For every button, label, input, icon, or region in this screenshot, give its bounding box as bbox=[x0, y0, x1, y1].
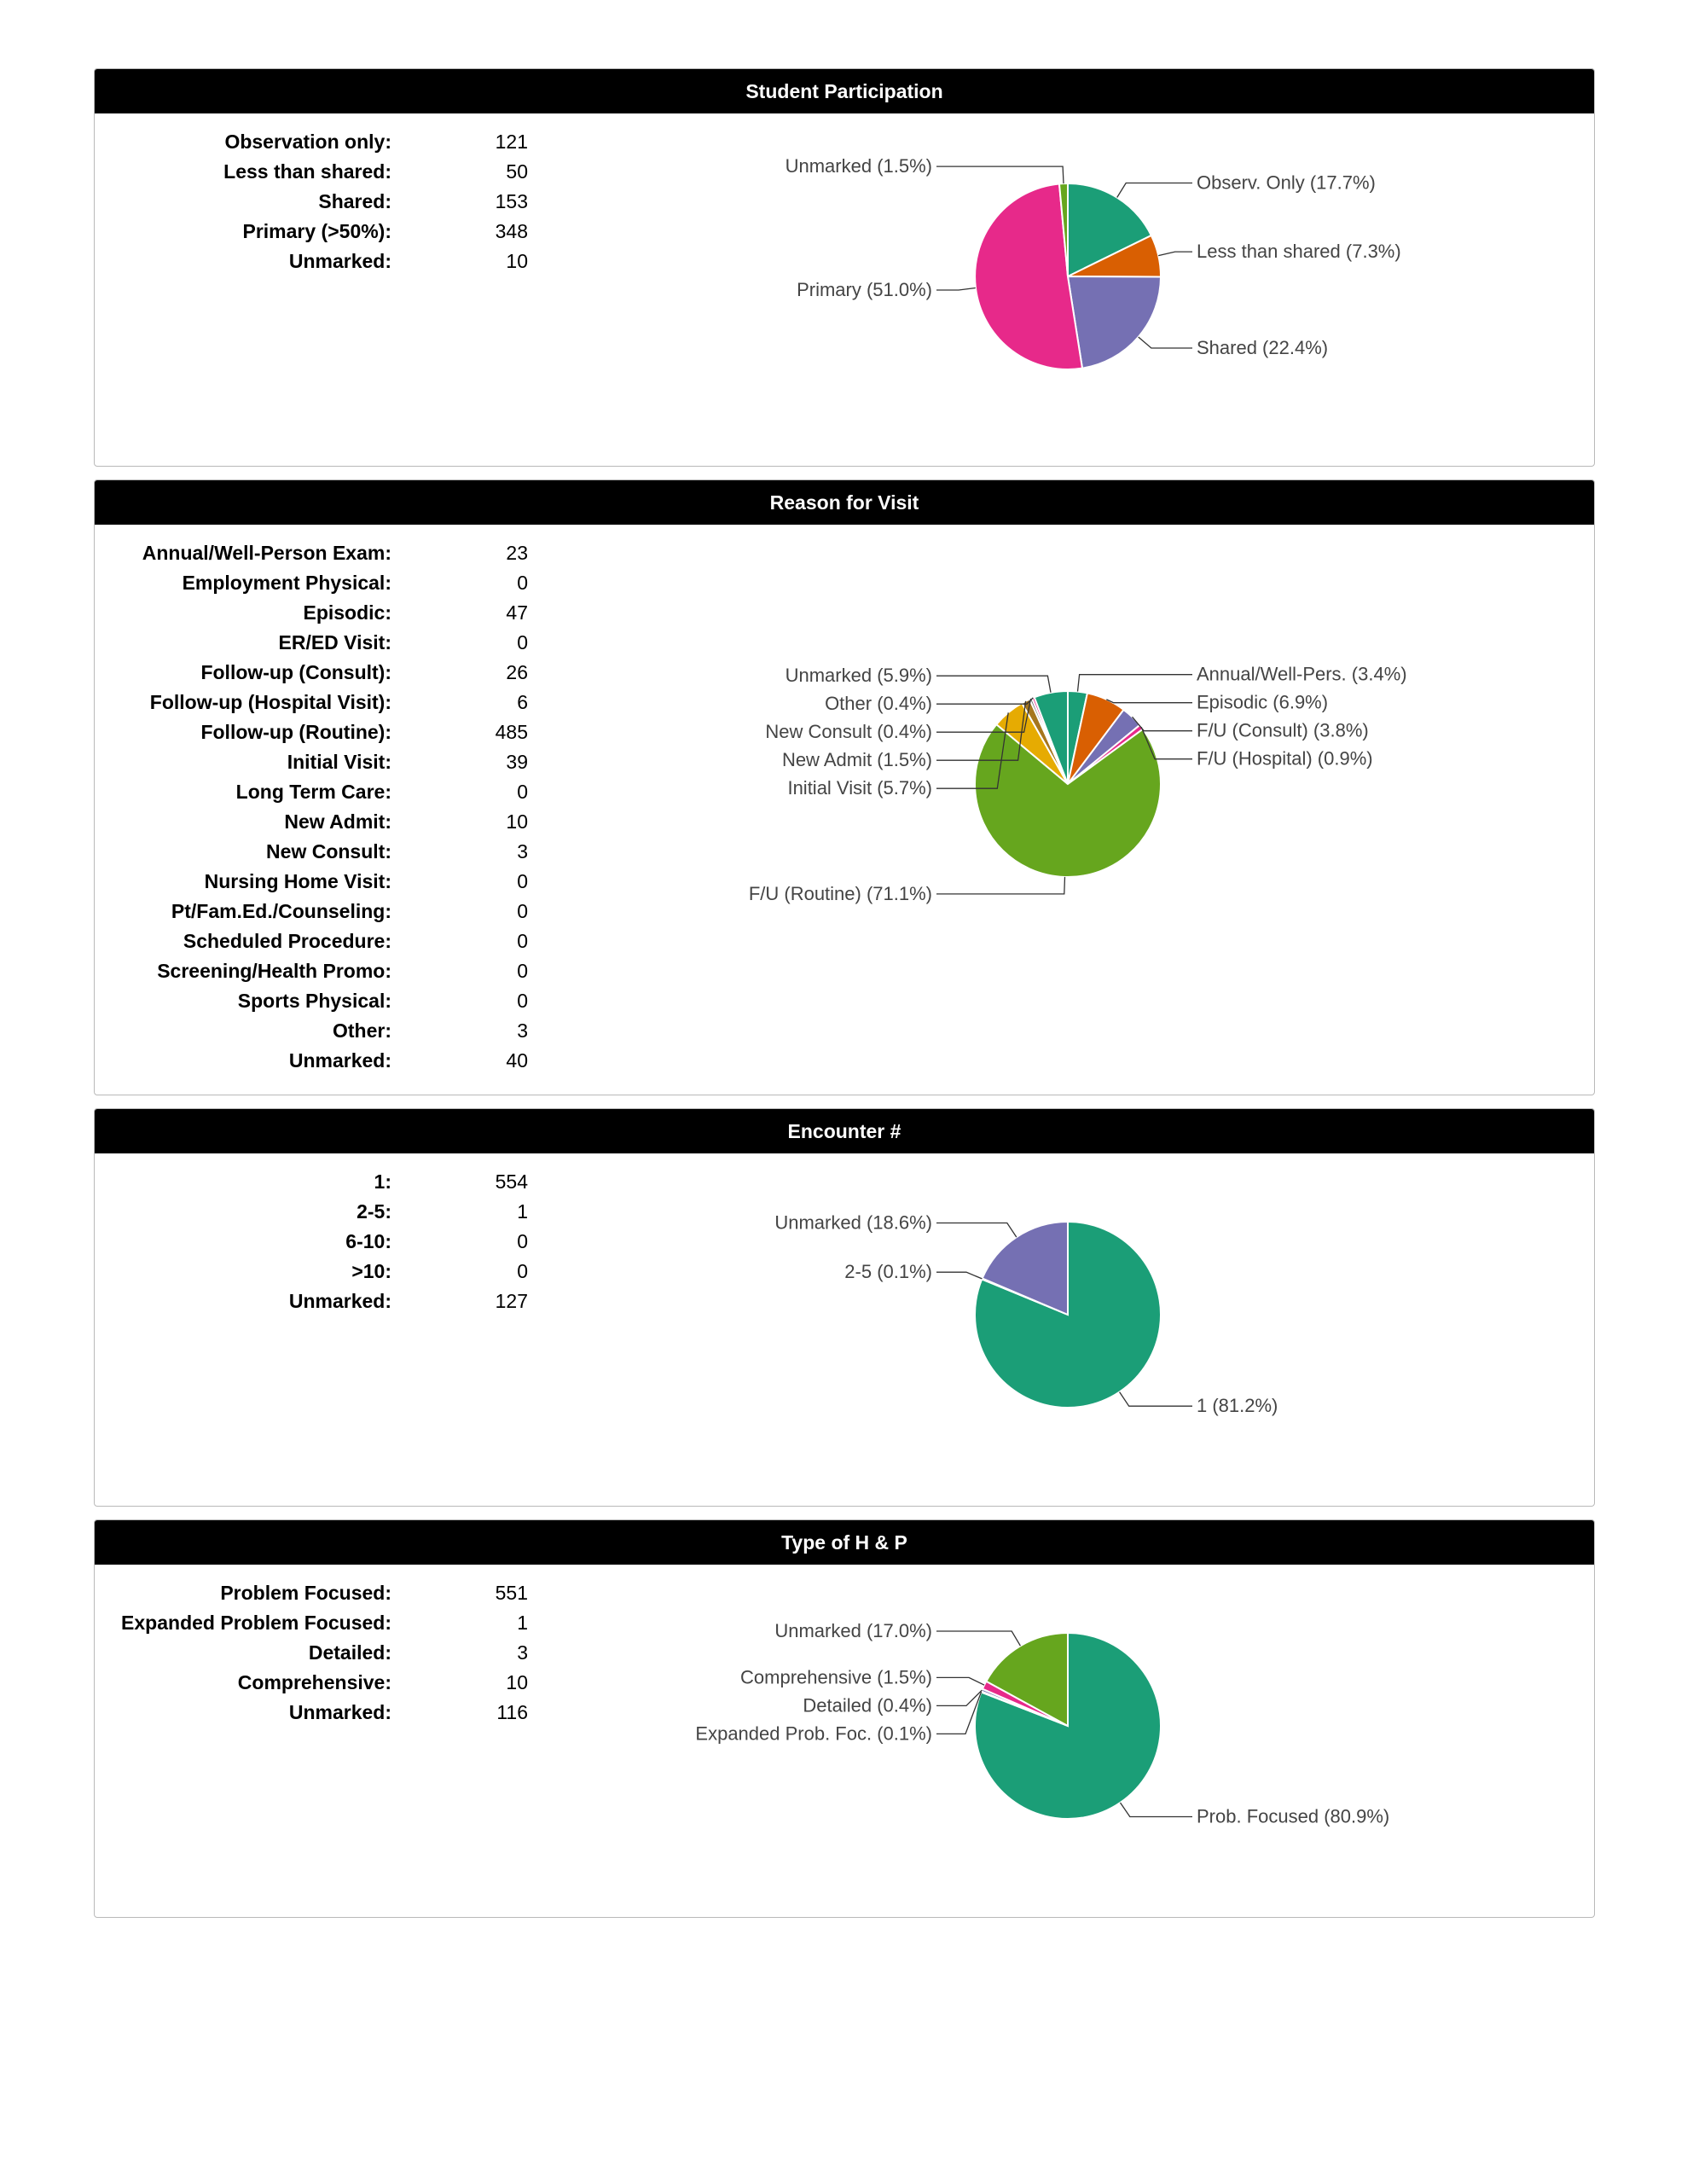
stat-label: Observation only: bbox=[224, 131, 391, 153]
stat-label: Nursing Home Visit: bbox=[204, 870, 391, 892]
stat-label: Annual/Well-Person Exam: bbox=[142, 542, 391, 564]
stat-label: Follow-up (Hospital Visit): bbox=[149, 691, 391, 713]
panel-title: Type of H & P bbox=[95, 1520, 1594, 1565]
panel-student-participation bbox=[94, 68, 1595, 467]
stat-label: Problem Focused: bbox=[220, 1582, 391, 1604]
stat-value: 551 bbox=[495, 1582, 528, 1604]
slice-label-new-consult: New Consult (0.4%) bbox=[765, 721, 932, 743]
stat-label: Pt/Fam.Ed./Counseling: bbox=[171, 900, 391, 922]
pie-slices bbox=[975, 1633, 1161, 1819]
stat-label: Employment Physical: bbox=[182, 572, 391, 594]
panel-title: Student Participation bbox=[95, 69, 1594, 113]
leader-line-2-5 bbox=[936, 1272, 982, 1279]
slice-label-1: 1 (81.2%) bbox=[1197, 1395, 1278, 1417]
stat-label: Long Term Care: bbox=[235, 781, 391, 803]
stat-label: Shared: bbox=[318, 190, 391, 212]
stat-value: 0 bbox=[517, 1260, 528, 1282]
stat-value: 6 bbox=[517, 691, 528, 713]
stat-label: Scheduled Procedure: bbox=[183, 930, 391, 952]
pie-chart-encounter-number bbox=[95, 1109, 1595, 1507]
stat-value: 0 bbox=[517, 930, 528, 952]
pie-chart-type-of-hp bbox=[95, 1520, 1595, 1918]
pie-slice-shared bbox=[1068, 276, 1161, 369]
leader-line-detailed bbox=[936, 1690, 982, 1705]
stat-label: Follow-up (Routine): bbox=[200, 721, 391, 743]
slice-label-annual-well-pers: Annual/Well-Pers. (3.4%) bbox=[1197, 663, 1407, 685]
leader-line-comprehensive bbox=[936, 1677, 984, 1685]
slice-label-f-u-hospital: F/U (Hospital) (0.9%) bbox=[1197, 747, 1373, 770]
stat-value: 39 bbox=[506, 751, 528, 773]
slice-label-episodic: Episodic (6.9%) bbox=[1197, 691, 1329, 713]
stat-value: 3 bbox=[517, 840, 528, 863]
panel-encounter-number bbox=[94, 1108, 1595, 1507]
stat-value: 485 bbox=[495, 721, 528, 743]
stat-label: Initial Visit: bbox=[287, 751, 391, 773]
leader-line-primary bbox=[936, 288, 976, 291]
stat-value: 121 bbox=[495, 131, 528, 153]
stat-value: 0 bbox=[517, 990, 528, 1012]
leader-line-unmarked bbox=[936, 1223, 1017, 1238]
stat-label: Expanded Problem Focused: bbox=[121, 1612, 391, 1634]
stat-label: Follow-up (Consult): bbox=[200, 661, 391, 683]
leader-line-annual-well-pers bbox=[1078, 675, 1193, 692]
stat-label: >10: bbox=[351, 1260, 391, 1282]
stat-label: Other: bbox=[333, 1019, 391, 1042]
stat-label: 2-5: bbox=[357, 1200, 391, 1223]
panel-reason-for-visit bbox=[94, 479, 1595, 1095]
stat-value: 153 bbox=[495, 190, 528, 212]
leader-line-less-than-shared bbox=[1158, 252, 1192, 256]
leader-line-unmarked bbox=[936, 676, 1051, 693]
stat-value: 0 bbox=[517, 1230, 528, 1252]
panel-title: Reason for Visit bbox=[95, 480, 1594, 525]
slice-label-expanded-prob-foc: Expanded Prob. Foc. (0.1%) bbox=[695, 1722, 932, 1745]
slice-label-unmarked: Unmarked (5.9%) bbox=[785, 665, 932, 687]
panel-type-of-hp bbox=[94, 1519, 1595, 1918]
pie-chart-student-participation bbox=[95, 69, 1595, 467]
leader-line-other bbox=[936, 698, 1033, 704]
leader-line-unmarked bbox=[936, 1631, 1020, 1646]
leader-line-shared bbox=[1139, 337, 1192, 348]
pie-slices bbox=[975, 1222, 1161, 1408]
slice-label-new-admit: New Admit (1.5%) bbox=[781, 749, 932, 771]
slice-label-unmarked: Unmarked (1.5%) bbox=[785, 155, 932, 177]
stat-value: 10 bbox=[506, 1671, 528, 1693]
stat-value: 127 bbox=[495, 1290, 528, 1312]
leader-line-prob-focused bbox=[1121, 1803, 1193, 1817]
stat-value: 50 bbox=[506, 160, 528, 183]
stat-value: 10 bbox=[506, 810, 528, 833]
stat-value: 23 bbox=[506, 542, 528, 564]
stat-label: Unmarked: bbox=[288, 1701, 391, 1723]
slice-label-primary: Primary (51.0%) bbox=[797, 279, 932, 300]
stat-value: 1 bbox=[517, 1200, 528, 1223]
slice-label-f-u-routine: F/U (Routine) (71.1%) bbox=[748, 882, 932, 904]
leader-line-observ-only bbox=[1117, 183, 1192, 198]
stat-value: 554 bbox=[495, 1170, 528, 1193]
pie-chart-reason-for-visit bbox=[95, 480, 1595, 1095]
stat-value: 47 bbox=[506, 601, 528, 624]
stat-value: 0 bbox=[517, 900, 528, 922]
leader-line-f-u-routine bbox=[936, 877, 1065, 894]
stat-value: 348 bbox=[495, 220, 528, 242]
stat-label: Screening/Health Promo: bbox=[157, 960, 391, 982]
stat-value: 116 bbox=[496, 1701, 528, 1723]
stat-value: 1 bbox=[517, 1612, 528, 1634]
stat-label: Unmarked: bbox=[288, 250, 391, 272]
pie-slices bbox=[975, 691, 1161, 877]
slice-label-detailed: Detailed (0.4%) bbox=[803, 1694, 932, 1716]
stat-label: Less than shared: bbox=[223, 160, 391, 183]
stat-label: ER/ED Visit: bbox=[278, 631, 391, 653]
stat-label: 6-10: bbox=[345, 1230, 391, 1252]
stat-value: 0 bbox=[517, 960, 528, 982]
slice-label-unmarked: Unmarked (17.0%) bbox=[774, 1620, 932, 1641]
slice-label-f-u-consult: F/U (Consult) (3.8%) bbox=[1197, 719, 1369, 741]
stat-label: Episodic: bbox=[303, 601, 391, 624]
leader-line-unmarked bbox=[936, 166, 1064, 183]
stat-label: New Consult: bbox=[266, 840, 391, 863]
stat-value: 0 bbox=[517, 631, 528, 653]
slice-label-prob-focused: Prob. Focused (80.9%) bbox=[1197, 1805, 1390, 1827]
stat-value: 40 bbox=[506, 1049, 528, 1072]
slice-label-other: Other (0.4%) bbox=[825, 693, 932, 715]
slice-label-unmarked: Unmarked (18.6%) bbox=[774, 1211, 932, 1234]
stat-value: 10 bbox=[506, 250, 528, 272]
stat-value: 3 bbox=[517, 1641, 528, 1664]
stat-value: 3 bbox=[517, 1019, 528, 1042]
stat-label: Unmarked: bbox=[288, 1049, 391, 1072]
slice-label-initial-visit: Initial Visit (5.7%) bbox=[787, 777, 932, 799]
leader-line-1 bbox=[1120, 1392, 1192, 1407]
slice-label-observ-only: Observ. Only (17.7%) bbox=[1197, 171, 1376, 194]
stat-value: 26 bbox=[506, 661, 528, 683]
stat-value: 0 bbox=[517, 572, 528, 594]
pie-slices bbox=[975, 183, 1161, 369]
leader-line-episodic bbox=[1106, 700, 1192, 703]
stat-value: 0 bbox=[517, 781, 528, 803]
slice-label-shared: Shared (22.4%) bbox=[1197, 337, 1329, 358]
slice-label-comprehensive: Comprehensive (1.5%) bbox=[740, 1666, 932, 1688]
slice-label-2-5: 2-5 (0.1%) bbox=[844, 1261, 932, 1283]
stat-value: 0 bbox=[517, 870, 528, 892]
stat-label: Primary (>50%): bbox=[242, 220, 391, 242]
slice-label-less-than-shared: Less than shared (7.3%) bbox=[1197, 241, 1401, 263]
stat-label: New Admit: bbox=[284, 810, 391, 833]
stat-label: Comprehensive: bbox=[237, 1671, 391, 1693]
stat-label: Unmarked: bbox=[288, 1290, 391, 1312]
stat-label: Sports Physical: bbox=[237, 990, 391, 1012]
stat-label: 1: bbox=[374, 1170, 391, 1193]
stat-label: Detailed: bbox=[308, 1641, 391, 1664]
panel-title: Encounter # bbox=[95, 1109, 1594, 1153]
